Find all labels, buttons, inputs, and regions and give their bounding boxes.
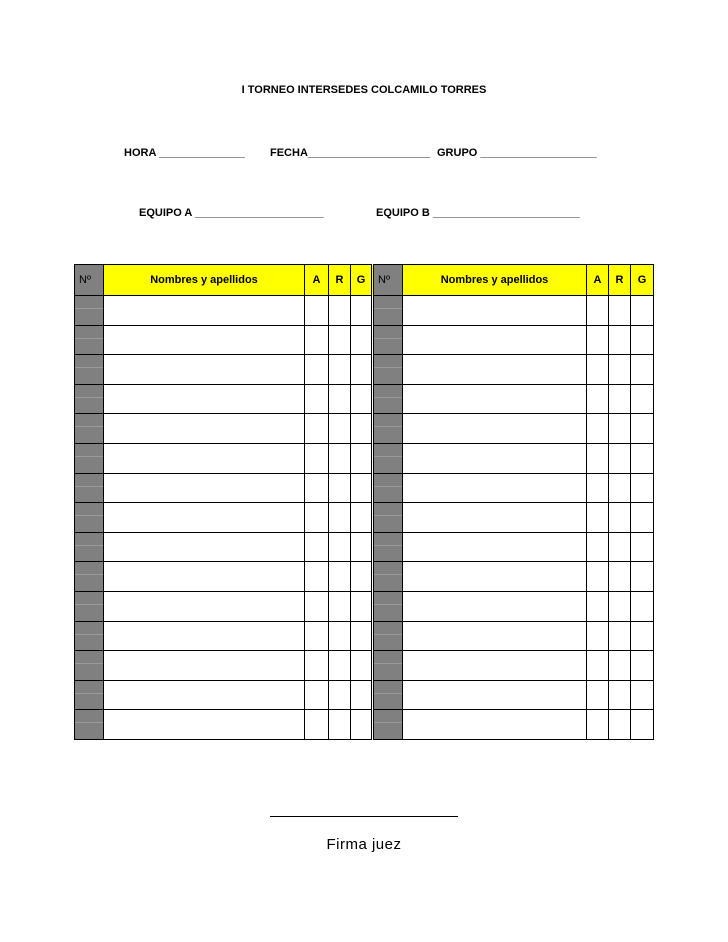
table-header-row bbox=[75, 265, 654, 296]
r-cell-a[interactable] bbox=[329, 503, 351, 533]
table-row bbox=[75, 384, 654, 414]
table-row bbox=[75, 562, 654, 592]
num-cell-b bbox=[373, 414, 403, 444]
name-cell-b[interactable] bbox=[403, 355, 587, 385]
header-g-b: G bbox=[631, 265, 654, 296]
g-cell-b[interactable] bbox=[631, 414, 654, 444]
g-cell-b[interactable] bbox=[631, 503, 654, 533]
r-cell-a[interactable] bbox=[329, 532, 351, 562]
g-cell-a[interactable] bbox=[351, 384, 373, 414]
a-cell-b[interactable] bbox=[587, 591, 609, 621]
header-name-b: Nombres y apellidos bbox=[403, 265, 587, 296]
g-cell-b[interactable] bbox=[631, 651, 654, 681]
a-cell-b[interactable] bbox=[587, 532, 609, 562]
num-cell-a bbox=[75, 384, 104, 414]
r-cell-b[interactable] bbox=[609, 532, 631, 562]
g-cell-a[interactable] bbox=[351, 680, 373, 710]
g-cell-a[interactable] bbox=[351, 503, 373, 533]
signature-label: Firma juez bbox=[326, 836, 402, 853]
num-cell-b bbox=[373, 503, 403, 533]
num-cell-b bbox=[373, 296, 403, 326]
table-row bbox=[75, 443, 654, 473]
a-cell-b[interactable] bbox=[587, 621, 609, 651]
num-cell-a bbox=[75, 443, 104, 473]
r-cell-a[interactable] bbox=[329, 414, 351, 444]
name-cell-a[interactable] bbox=[104, 503, 305, 533]
num-cell-a bbox=[75, 473, 104, 503]
r-cell-a[interactable] bbox=[329, 296, 351, 326]
g-cell-b[interactable] bbox=[631, 355, 654, 385]
g-cell-b[interactable] bbox=[631, 621, 654, 651]
r-cell-a[interactable] bbox=[329, 325, 351, 355]
num-cell-b bbox=[373, 680, 403, 710]
a-cell-b[interactable] bbox=[587, 296, 609, 326]
name-cell-a[interactable] bbox=[104, 532, 305, 562]
a-cell-a[interactable] bbox=[305, 680, 329, 710]
g-cell-b[interactable] bbox=[631, 325, 654, 355]
a-cell-a[interactable] bbox=[305, 384, 329, 414]
a-cell-b[interactable] bbox=[587, 355, 609, 385]
a-cell-b[interactable] bbox=[587, 384, 609, 414]
table-row bbox=[75, 710, 654, 740]
a-cell-a[interactable] bbox=[305, 473, 329, 503]
num-cell-a bbox=[75, 562, 104, 592]
name-cell-b[interactable] bbox=[403, 503, 587, 533]
a-cell-b[interactable] bbox=[587, 651, 609, 681]
name-cell-b[interactable] bbox=[403, 325, 587, 355]
num-cell-b bbox=[373, 443, 403, 473]
a-cell-a[interactable] bbox=[305, 325, 329, 355]
a-cell-b[interactable] bbox=[587, 414, 609, 444]
a-cell-b[interactable] bbox=[587, 680, 609, 710]
r-cell-b[interactable] bbox=[609, 562, 631, 592]
roster-table bbox=[74, 264, 654, 740]
name-cell-a[interactable] bbox=[104, 414, 305, 444]
r-cell-b[interactable] bbox=[609, 414, 631, 444]
r-cell-a[interactable] bbox=[329, 443, 351, 473]
name-cell-b[interactable] bbox=[403, 710, 587, 740]
g-cell-b[interactable] bbox=[631, 532, 654, 562]
r-cell-a[interactable] bbox=[329, 710, 351, 740]
g-cell-b[interactable] bbox=[631, 443, 654, 473]
a-cell-b[interactable] bbox=[587, 325, 609, 355]
name-cell-a[interactable] bbox=[104, 591, 305, 621]
a-cell-a[interactable] bbox=[305, 355, 329, 385]
r-cell-b[interactable] bbox=[609, 384, 631, 414]
num-cell-b bbox=[373, 355, 403, 385]
signature-line bbox=[270, 816, 458, 817]
name-cell-b[interactable] bbox=[403, 651, 587, 681]
num-cell-b bbox=[373, 591, 403, 621]
table-row bbox=[75, 296, 654, 326]
num-cell-a bbox=[75, 414, 104, 444]
table-row bbox=[75, 680, 654, 710]
g-cell-a[interactable] bbox=[351, 651, 373, 681]
header-a-b: A bbox=[587, 265, 609, 296]
r-cell-a[interactable] bbox=[329, 651, 351, 681]
a-cell-a[interactable] bbox=[305, 591, 329, 621]
page-title: I TORNEO INTERSEDES COLCAMILO TORRES bbox=[241, 84, 487, 96]
r-cell-a[interactable] bbox=[329, 384, 351, 414]
g-cell-a[interactable] bbox=[351, 355, 373, 385]
a-cell-a[interactable] bbox=[305, 651, 329, 681]
g-cell-a[interactable] bbox=[351, 562, 373, 592]
name-cell-a[interactable] bbox=[104, 621, 305, 651]
g-cell-b[interactable] bbox=[631, 384, 654, 414]
hora-field: HORA ______________ bbox=[124, 147, 245, 159]
num-cell-a bbox=[75, 651, 104, 681]
num-cell-b bbox=[373, 532, 403, 562]
fecha-field: FECHA____________________ bbox=[270, 147, 431, 159]
g-cell-a[interactable] bbox=[351, 414, 373, 444]
header-g-a: G bbox=[351, 265, 373, 296]
num-cell-b bbox=[373, 473, 403, 503]
r-cell-b[interactable] bbox=[609, 443, 631, 473]
name-cell-a[interactable] bbox=[104, 473, 305, 503]
r-cell-b[interactable] bbox=[609, 355, 631, 385]
a-cell-a[interactable] bbox=[305, 296, 329, 326]
name-cell-a[interactable] bbox=[104, 296, 305, 326]
r-cell-b[interactable] bbox=[609, 680, 631, 710]
a-cell-a[interactable] bbox=[305, 621, 329, 651]
g-cell-a[interactable] bbox=[351, 710, 373, 740]
a-cell-a[interactable] bbox=[305, 503, 329, 533]
g-cell-a[interactable] bbox=[351, 325, 373, 355]
r-cell-a[interactable] bbox=[329, 355, 351, 385]
name-cell-a[interactable] bbox=[104, 384, 305, 414]
name-cell-b[interactable] bbox=[403, 473, 587, 503]
g-cell-a[interactable] bbox=[351, 621, 373, 651]
r-cell-b[interactable] bbox=[609, 651, 631, 681]
a-cell-a[interactable] bbox=[305, 443, 329, 473]
name-cell-b[interactable] bbox=[403, 384, 587, 414]
table-row bbox=[75, 591, 654, 621]
g-cell-a[interactable] bbox=[351, 591, 373, 621]
r-cell-b[interactable] bbox=[609, 503, 631, 533]
num-cell-a bbox=[75, 621, 104, 651]
num-cell-a bbox=[75, 296, 104, 326]
num-cell-a bbox=[75, 355, 104, 385]
g-cell-b[interactable] bbox=[631, 680, 654, 710]
name-cell-b[interactable] bbox=[403, 621, 587, 651]
table-row bbox=[75, 503, 654, 533]
num-cell-a bbox=[75, 680, 104, 710]
name-cell-a[interactable] bbox=[104, 651, 305, 681]
header-num-a: Nº bbox=[75, 265, 104, 296]
num-cell-b bbox=[373, 562, 403, 592]
r-cell-a[interactable] bbox=[329, 473, 351, 503]
num-cell-a bbox=[75, 532, 104, 562]
num-cell-a bbox=[75, 591, 104, 621]
table-row bbox=[75, 355, 654, 385]
num-cell-a bbox=[75, 710, 104, 740]
name-cell-b[interactable] bbox=[403, 680, 587, 710]
name-cell-a[interactable] bbox=[104, 443, 305, 473]
num-cell-b bbox=[373, 325, 403, 355]
num-cell-b bbox=[373, 621, 403, 651]
a-cell-a[interactable] bbox=[305, 532, 329, 562]
name-cell-a[interactable] bbox=[104, 355, 305, 385]
name-cell-b[interactable] bbox=[403, 562, 587, 592]
r-cell-b[interactable] bbox=[609, 710, 631, 740]
g-cell-b[interactable] bbox=[631, 591, 654, 621]
num-cell-a bbox=[75, 325, 104, 355]
r-cell-a[interactable] bbox=[329, 562, 351, 592]
name-cell-b[interactable] bbox=[403, 591, 587, 621]
a-cell-a[interactable] bbox=[305, 710, 329, 740]
a-cell-a[interactable] bbox=[305, 562, 329, 592]
name-cell-a[interactable] bbox=[104, 710, 305, 740]
name-cell-a[interactable] bbox=[104, 562, 305, 592]
name-cell-b[interactable] bbox=[403, 296, 587, 326]
r-cell-a[interactable] bbox=[329, 621, 351, 651]
name-cell-b[interactable] bbox=[403, 443, 587, 473]
a-cell-b[interactable] bbox=[587, 562, 609, 592]
r-cell-b[interactable] bbox=[609, 591, 631, 621]
g-cell-a[interactable] bbox=[351, 532, 373, 562]
table-row bbox=[75, 651, 654, 681]
a-cell-b[interactable] bbox=[587, 443, 609, 473]
r-cell-b[interactable] bbox=[609, 325, 631, 355]
g-cell-a[interactable] bbox=[351, 296, 373, 326]
g-cell-b[interactable] bbox=[631, 296, 654, 326]
num-cell-b bbox=[373, 710, 403, 740]
g-cell-a[interactable] bbox=[351, 473, 373, 503]
table-row bbox=[75, 325, 654, 355]
name-cell-a[interactable] bbox=[104, 680, 305, 710]
header-r-a: R bbox=[329, 265, 351, 296]
g-cell-b[interactable] bbox=[631, 473, 654, 503]
num-cell-b bbox=[373, 384, 403, 414]
name-cell-a[interactable] bbox=[104, 325, 305, 355]
r-cell-b[interactable] bbox=[609, 621, 631, 651]
r-cell-b[interactable] bbox=[609, 473, 631, 503]
r-cell-a[interactable] bbox=[329, 591, 351, 621]
g-cell-b[interactable] bbox=[631, 562, 654, 592]
table-row bbox=[75, 621, 654, 651]
r-cell-a[interactable] bbox=[329, 680, 351, 710]
header-num-b: Nº bbox=[373, 265, 403, 296]
table-row bbox=[75, 532, 654, 562]
r-cell-b[interactable] bbox=[609, 296, 631, 326]
name-cell-b[interactable] bbox=[403, 532, 587, 562]
header-r-b: R bbox=[609, 265, 631, 296]
equipo-b-field: EQUIPO B ________________________ bbox=[376, 207, 580, 219]
num-cell-b bbox=[373, 651, 403, 681]
num-cell-a bbox=[75, 503, 104, 533]
table-row bbox=[75, 414, 654, 444]
a-cell-b[interactable] bbox=[587, 503, 609, 533]
g-cell-b[interactable] bbox=[631, 710, 654, 740]
equipo-a-field: EQUIPO A _____________________ bbox=[139, 207, 324, 219]
g-cell-a[interactable] bbox=[351, 443, 373, 473]
table-row bbox=[75, 473, 654, 503]
name-cell-b[interactable] bbox=[403, 414, 587, 444]
header-name-a: Nombres y apellidos bbox=[104, 265, 305, 296]
a-cell-a[interactable] bbox=[305, 414, 329, 444]
header-a-a: A bbox=[305, 265, 329, 296]
a-cell-b[interactable] bbox=[587, 710, 609, 740]
a-cell-b[interactable] bbox=[587, 473, 609, 503]
grupo-field: GRUPO ___________________ bbox=[437, 147, 597, 159]
